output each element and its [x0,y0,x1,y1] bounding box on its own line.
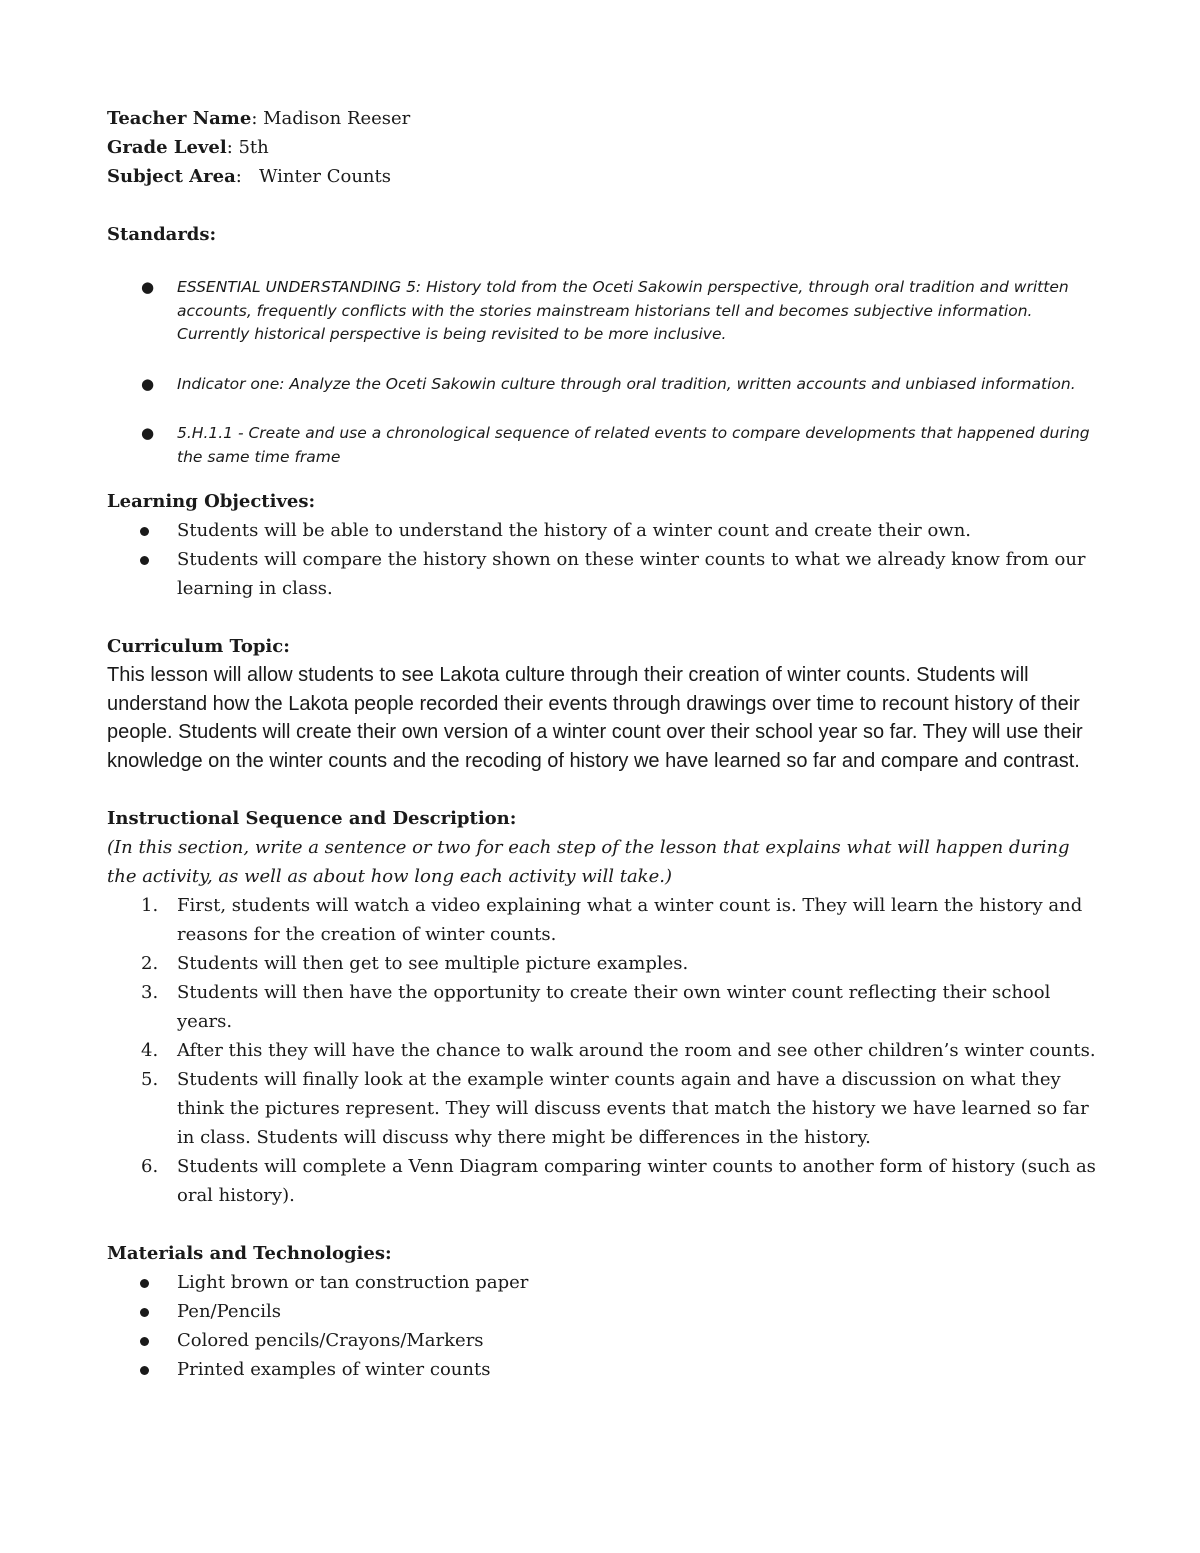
curriculum-heading: Curriculum Topic: [107,636,290,657]
standard-text: Indicator one: Analyze the Oceti Sakowin culture through oral tradition, written accounts and unbiased information. [177,374,1076,393]
bullet-icon [140,556,149,565]
material-item [107,1326,1097,1355]
sequence-step [107,949,1097,978]
lesson-plan-document [107,104,1097,1384]
material-text: Colored pencils/Crayons/Markers [177,1330,484,1351]
material-text: Printed examples of winter counts [177,1359,491,1380]
grade-level-line: Grade Level: 5th [107,137,269,158]
standards-list [107,276,1097,469]
sequence-heading: Instructional Sequence and Description: [107,808,517,829]
bullet-icon [140,1308,149,1317]
step-number: 3. [141,982,159,1003]
grade-level-label: Grade Level [107,137,227,158]
objective-text: Students will be able to understand the history of a winter count and create their own. [177,520,972,541]
step-number: 6. [141,1156,159,1177]
standard-text: 5.H.1.1 - Create and use a chronological sequence of related events to compare developments that happened during the same time frame [177,424,1090,466]
standard-item [107,422,1097,469]
teacher-name-value: Madison Reeser [263,108,411,129]
material-item [107,1268,1097,1297]
standard-text: ESSENTIAL UNDERSTANDING 5: History told from the Oceti Sakowin perspective, through oral tradition and written accounts, frequently conflicts with the stories mainstream historians tell and becomes subjective information. Currently historical perspective is being revisited to be more inclusive. [177,278,1069,343]
teacher-name-line: Teacher Name: Madison Reeser [107,108,411,129]
material-text: Light brown or tan construction paper [177,1272,529,1293]
bullet-icon [140,1366,149,1375]
step-number: 1. [141,895,159,916]
objective-text: Students will compare the history shown on these winter counts to what we already know from our learning in class. [177,549,1086,599]
material-text: Pen/Pencils [177,1301,281,1322]
step-text: Students will finally look at the example winter counts again and have a discussion on what they think the pictures represent. They will discuss events that match the history we have learned so far in class. Students will discuss why there might be differences in the history. [177,1069,1089,1148]
sequence-note: (In this section, write a sentence or two for each step of the lesson that explains what will happen during the activity, as well as about how long each activity will take.) [107,837,1070,887]
material-item [107,1355,1097,1384]
step-text: After this they will have the chance to walk around the room and see other children’s winter counts. [177,1040,1096,1061]
subject-area-value: Winter Counts [258,166,391,187]
curriculum-body: This lesson will allow students to see Lakota culture through their creation of winter counts. Students will understand how the Lakota people recorded their events through drawings over time to recount history of their people. Students will create their own version of a winter count over their school year so far. They will use their knowledge on the winter counts and the recoding of history we have learned so far and compare and contrast. [107,664,1083,772]
objective-item [107,545,1097,603]
standard-item [107,276,1097,347]
step-number: 4. [141,1040,159,1061]
step-number: 5. [141,1069,159,1090]
sequence-step [107,891,1097,949]
materials-heading: Materials and Technologies: [107,1243,392,1264]
step-text: First, students will watch a video explaining what a winter count is. They will learn the history and reasons for the creation of winter counts. [177,895,1083,945]
material-item [107,1297,1097,1326]
objective-item [107,516,1097,545]
sequence-step [107,1152,1097,1210]
standard-item [107,373,1097,397]
objectives-heading: Learning Objectives: [107,491,316,512]
bullet-icon: ● [141,374,155,393]
subject-area-label: Subject Area [107,166,236,187]
step-number: 2. [141,953,159,974]
step-text: Students will then get to see multiple picture examples. [177,953,689,974]
standards-heading: Standards: [107,224,217,245]
sequence-step [107,1036,1097,1065]
objectives-list [107,516,1097,603]
step-text: Students will complete a Venn Diagram comparing winter counts to another form of history (such as oral history). [177,1156,1096,1206]
grade-level-value: 5th [238,137,269,158]
bullet-icon [140,527,149,536]
materials-list [107,1268,1097,1384]
bullet-icon [140,1279,149,1288]
teacher-name-label: Teacher Name [107,108,252,129]
sequence-step [107,1065,1097,1152]
sequence-steps [107,891,1097,1210]
step-text: Students will then have the opportunity to create their own winter count reflecting their school years. [177,982,1051,1032]
bullet-icon: ● [141,278,155,296]
bullet-icon [140,1337,149,1346]
bullet-icon: ● [141,424,155,442]
sequence-step [107,978,1097,1036]
subject-area-line: Subject Area: Winter Counts [107,166,391,187]
